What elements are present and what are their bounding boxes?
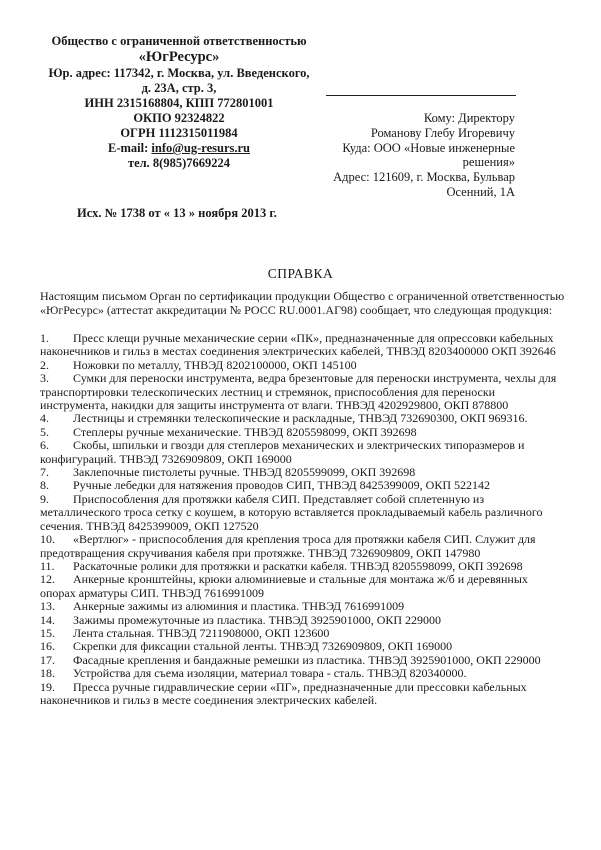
signature-line — [326, 95, 516, 96]
list-item — [40, 466, 565, 479]
list-item — [40, 372, 565, 412]
item-text: Сумки для переноски инструмента, ведра брезентовые для переноски инструмента, чехлы для транспортировки телескопических лестниц и стремянок, приспособления для переноски инструмента, накидки для защиты инструмента от влаги. ТНВЭД 4202929800, ОКП 878800 — [40, 371, 557, 413]
list-item — [40, 627, 565, 640]
item-text: Заклепочные пистолеты ручные. ТНВЭД 8205599099, ОКП 392698 — [73, 465, 416, 480]
item-number: 8. — [40, 478, 49, 493]
sender-phone: тел. 8(985)7669224 — [127, 156, 231, 170]
item-number: 4. — [40, 411, 49, 426]
item-number: 18. — [40, 666, 55, 681]
document-title: СПРАВКА — [267, 266, 334, 281]
item-number: 5. — [40, 424, 49, 439]
list-item — [40, 533, 565, 560]
recipient-line-1: Кому: Директору — [423, 111, 515, 125]
item-text: Ручные лебедки для натяжения проводов СИП, ТНВЭД 8425399009, ОКП 522142 — [73, 478, 490, 493]
sender-block — [40, 34, 318, 171]
intro-paragraph: Настоящим письмом Орган по сертификации продукции Общество с ограниченной ответственностью «ЮгРесурс» (аттестат аккредитации № РОСС RU.0001.АГ98) сообщает, что следующая продукция: — [40, 289, 565, 317]
list-item — [40, 654, 565, 667]
item-number: 17. — [40, 652, 55, 667]
sender-inn-kpp: ИНН 2315168804, КПП 772801001 — [84, 96, 274, 110]
sender-name: «ЮгРесурс» — [138, 49, 220, 65]
item-number: 15. — [40, 625, 55, 640]
sender-address-line1: Юр. адрес: 117342, г. Москва, ул. Введенского, — [48, 66, 310, 80]
item-text: Приспособления для протяжки кабеля СИП. Представляет собой сплетенную из металлического троса сетку с коушем, в которую вставляется прокладываемый кабель различного сечения. ТНВЭД 8425399009, ОКП 127520 — [40, 491, 543, 533]
item-number: 7. — [40, 465, 49, 480]
list-item — [40, 614, 565, 627]
item-number: 2. — [40, 357, 49, 372]
item-number: 12. — [40, 572, 55, 587]
recipient-line-5: Адрес: 121609, г. Москва, Бульвар — [333, 170, 515, 185]
list-item — [40, 493, 565, 533]
item-text: Лестницы и стремянки телескопические и раскладные, ТНВЭД 732690300, ОКП 969316. — [73, 411, 528, 426]
list-item — [40, 573, 565, 600]
list-item — [40, 681, 565, 708]
sender-email-line — [40, 141, 318, 156]
item-text: Пресса ручные гидравлические серии «ПГ», предназначенные дли прессовки кабельных наконечников и гильз в месте соединения электрических кабелей. — [40, 679, 527, 707]
item-number: 16. — [40, 639, 55, 654]
item-text: Пресс клещи ручные механические серии «ПК», предназначенные для опрессовки кабельных наконечников и гильз в местах соединения электрических кабелей, ТНВЭД 8203400000 ОКП 392646 — [40, 331, 556, 359]
recipient-line-4: решения» — [462, 155, 515, 170]
item-number: 11. — [40, 558, 55, 573]
recipient-line-6: Осенний, 1А — [446, 184, 515, 199]
item-text: Анкерные кронштейны, крюки алюминиевые и стальные для монтажа ж/б и деревянных опорах арматуры СИП. ТНВЭД 7616991009 — [40, 572, 528, 600]
item-number: 10. — [40, 532, 55, 547]
item-number: 9. — [40, 491, 49, 506]
item-text: Анкерные зажимы из алюминия и пластика. ТНВЭД 7616991009 — [73, 599, 405, 614]
list-item — [40, 667, 565, 680]
item-text: Скрепки для фиксации стальной ленты. ТНВЭД 7326909809, ОКП 169000 — [73, 639, 453, 654]
sender-ogrn: ОГРН 1112315011984 — [120, 126, 238, 140]
item-text: Зажимы промежуточные из пластика. ТНВЭД 3925901000, ОКП 229000 — [73, 612, 442, 627]
list-item — [40, 412, 565, 425]
item-text: Степлеры ручные механические. ТНВЭД 8205598099, ОКП 392698 — [73, 424, 417, 439]
item-text: Лента стальная. ТНВЭД 7211908000, ОКП 123600 — [73, 625, 330, 640]
list-item — [40, 640, 565, 653]
recipient-line-3: Куда: ООО «Новые инженерные — [342, 140, 515, 155]
list-item — [40, 560, 565, 573]
outgoing-reference: Исх. № 1738 от « 13 » ноября 2013 г. — [77, 206, 277, 220]
item-number: 6. — [40, 438, 49, 453]
list-item — [40, 332, 565, 359]
product-list — [40, 332, 565, 707]
item-text: Скобы, шпильки и гвозди для степлеров механических и электрических типоразмеров и конфигураций. ТНВЭД 7326909809, ОКП 169000 — [40, 438, 525, 466]
item-number: 1. — [40, 331, 49, 345]
list-item — [40, 479, 565, 492]
recipient-block — [333, 111, 515, 200]
list-item — [40, 600, 565, 613]
recipient-line-2: Романову Глебу Игоревичу — [370, 125, 515, 140]
email-label: E-mail: — [108, 141, 152, 155]
item-number: 13. — [40, 599, 55, 614]
list-item — [40, 439, 565, 466]
item-number: 14. — [40, 612, 55, 627]
item-text: Фасадные крепления и бандажные ремешки из пластика. ТНВЭД 3925901000, ОКП 229000 — [73, 652, 541, 667]
item-text: «Вертлюг» - приспособления для крепления троса для протяжки кабеля СИП. Служит для предотвращения скручивания кабеля при протяжке. ТНВЭД 7326909809, ОКП 147980 — [40, 532, 536, 560]
item-number: 3. — [40, 371, 49, 386]
item-text: Ножовки по металлу, ТНВЭД 8202100000, ОКП 145100 — [73, 357, 357, 372]
email-link[interactable]: info@ug-resurs.ru — [151, 141, 250, 155]
sender-address-line2: д. 23А, стр. 3, — [141, 81, 217, 95]
sender-org-type: Общество с ограниченной ответственностью — [51, 34, 307, 48]
list-item — [40, 426, 565, 439]
item-number: 19. — [40, 679, 55, 694]
item-text: Устройства для съема изоляции, материал товара - сталь. ТНВЭД 820340000. — [73, 666, 467, 681]
list-item — [40, 359, 565, 372]
sender-okpo: ОКПО 92324822 — [133, 111, 225, 125]
item-text: Раскаточные ролики для протяжки и раскатки кабеля. ТНВЭД 8205598099, ОКП 392698 — [73, 558, 523, 573]
